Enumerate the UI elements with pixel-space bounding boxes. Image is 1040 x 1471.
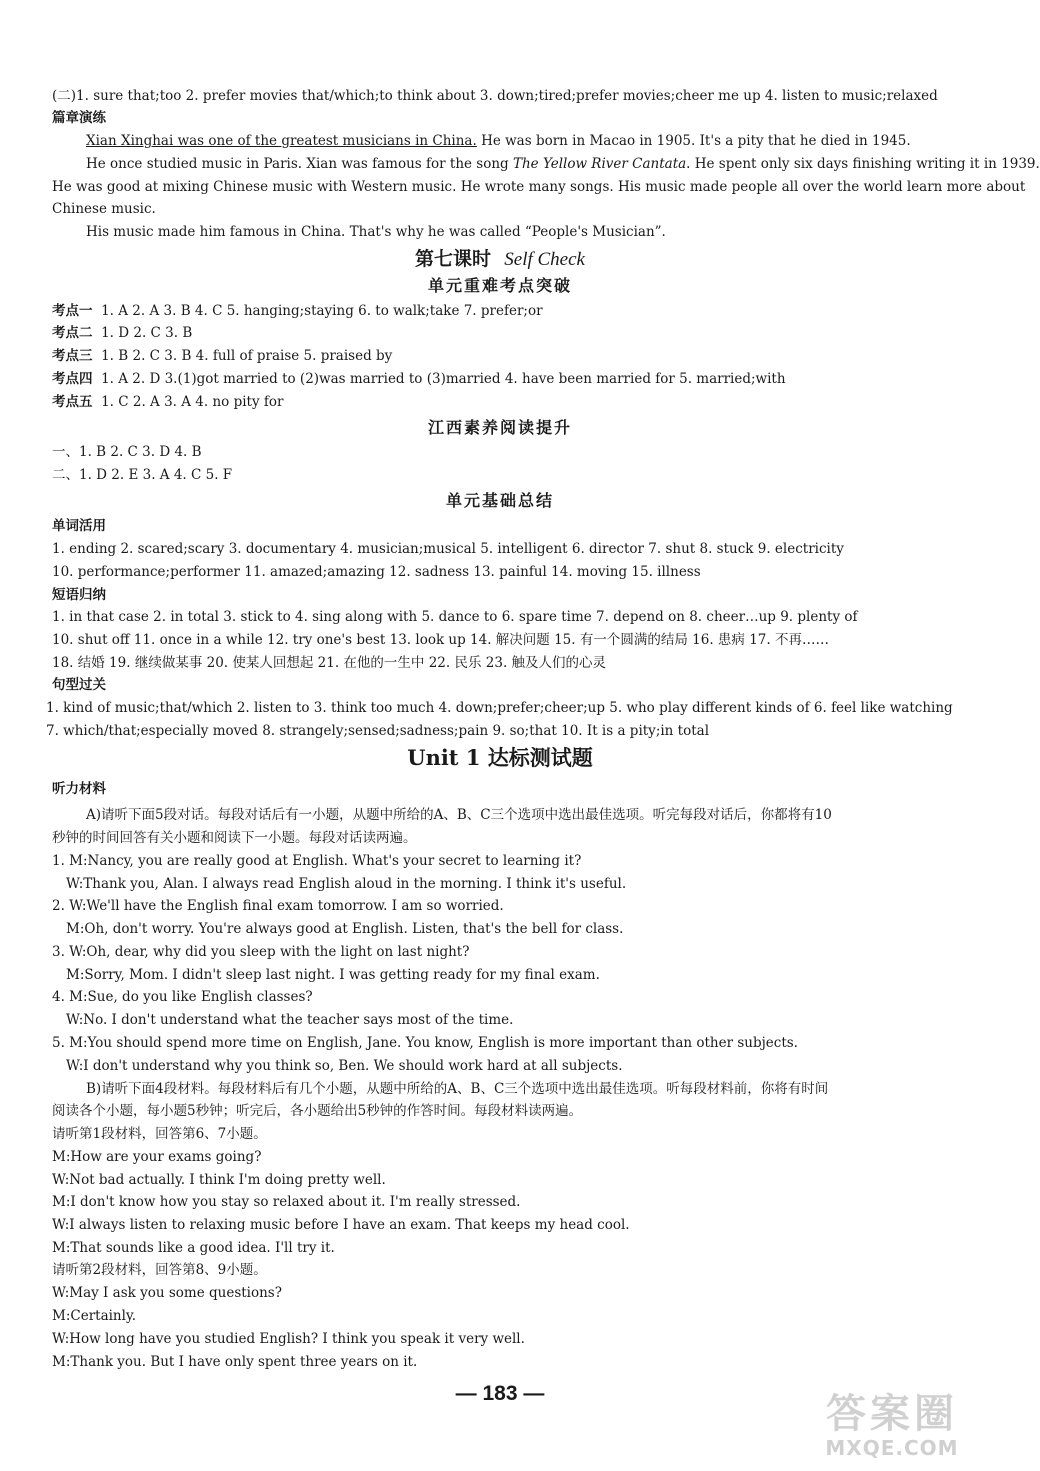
- dialog-5-m: 5. M:You should spend more time on English, Jane. You know, English is more important than other subjects.: [52, 1035, 798, 1051]
- word-usage-line-2: 10. performance;performer 11. amazed;amazing 12. sadness 13. painful 14. moving 15. illness: [52, 564, 701, 580]
- kaodian-4-label: 考点四: [52, 371, 93, 387]
- dialog-4-w: W:No. I don't understand what the teacher says most of the time.: [66, 1012, 514, 1028]
- material-1-line-1: M:How are your exams going?: [52, 1149, 262, 1165]
- kaodian-4: [52, 369, 786, 389]
- lesson-title-en: Self Check: [504, 249, 585, 270]
- dialog-1-m: 1. M:Nancy, you are really good at English. What's your secret to learning it?: [52, 853, 582, 869]
- kaodian-5: [52, 392, 283, 412]
- section-title-3: 单元基础总结: [445, 491, 554, 510]
- kaodian-3: [52, 346, 392, 366]
- kaodian-2: [52, 323, 192, 343]
- reading-answers-2: 二、1. D 2. E 3. A 4. C 5. F: [52, 467, 233, 483]
- sentences-line-1: 1. kind of music;that/which 2. listen to 3. think too much 4. down;prefer;cheer;up 5. who play different kinds of 6. feel like watching: [46, 700, 953, 716]
- kaodian-2-answers: 1. D 2. C 3. B: [101, 325, 193, 341]
- passage-line-2-b: . He spent only six days finishing writing it in 1939.: [686, 156, 1040, 172]
- passage-line-2: [86, 154, 1040, 174]
- heading-listening: 听力材料: [52, 781, 106, 797]
- watermark-logo: [802, 1391, 982, 1463]
- lesson-title: [0, 246, 1000, 273]
- phrases-line-3: 18. 结婚 19. 继续做某事 20. 使某人回想起 21. 在他的一生中 22. 民乐 23. 触及人们的心灵: [52, 655, 607, 671]
- dialog-5-w: W:I don't understand why you think so, Ben. We should work hard at all subjects.: [66, 1058, 623, 1074]
- word-usage-line-1: 1. ending 2. scared;scary 3. documentary 4. musician;musical 5. intelligent 6. director 7. shut 8. stuck 9. electricity: [52, 541, 844, 557]
- section-title-1: 单元重难考点突破: [427, 276, 572, 295]
- kaodian-1-answers: 1. A 2. A 3. B 4. C 5. hanging;staying 6. to walk;take 7. prefer;or: [101, 303, 543, 319]
- dialog-4-m: 4. M:Sue, do you like English classes?: [52, 989, 313, 1005]
- passage-line-4: Chinese music.: [52, 201, 156, 217]
- heading-sentences: 句型过关: [52, 677, 106, 693]
- material-1-heading: 请听第1段材料，回答第6、7小题。: [52, 1126, 267, 1142]
- material-1-line-5: M:That sounds like a good idea. I'll try it.: [52, 1240, 335, 1256]
- material-1-line-3: M:I don't know how you stay so relaxed about it. I'm really stressed.: [52, 1194, 521, 1210]
- heading-phrases: 短语归纳: [52, 587, 106, 603]
- listening-a-intro-1: A)请听下面5段对话。每段对话后有一小题，从题中所给的A、B、C三个选项中选出最佳选项。听完每段对话后，你都将有10: [86, 807, 832, 823]
- song-title: The Yellow River Cantata: [512, 156, 687, 172]
- dialog-2-m: M:Oh, don't worry. You're always good at English. Listen, that's the bell for class.: [66, 921, 624, 937]
- dialog-1-w: W:Thank you, Alan. I always read English aloud in the morning. I think it's useful.: [66, 876, 627, 892]
- material-1-line-2: W:Not bad actually. I think I'm doing pretty well.: [52, 1172, 386, 1188]
- listening-a-intro-2: 秒钟的时间回答有关小题和阅读下一小题。每段对话读两遍。: [52, 830, 417, 846]
- dialog-3-m: M:Sorry, Mom. I didn't sleep last night. I was getting ready for my final exam.: [66, 967, 600, 983]
- kaodian-3-label: 考点三: [52, 348, 93, 364]
- answer-line-2-1: (二)1. sure that;too 2. prefer movies that/which;to think about 3. down;tired;prefer movies;cheer me up 4. listen to music;relaxed: [52, 88, 938, 104]
- watermark-url: MXQE.COM: [825, 1436, 959, 1460]
- material-2-line-2: M:Certainly.: [52, 1308, 137, 1324]
- material-2-line-3: W:How long have you studied English? I think you speak it very well.: [52, 1331, 525, 1347]
- passage-line-3: He was good at mixing Chinese music with Western music. He wrote many songs. His music made people all over the world learn more about: [52, 179, 1026, 195]
- dialog-2-w: 2. W:We'll have the English final exam tomorrow. I am so worried.: [52, 898, 504, 914]
- page-number: — 183 —: [455, 1382, 545, 1405]
- kaodian-5-answers: 1. C 2. A 3. A 4. no pity for: [101, 394, 284, 410]
- passage-line-2-a: He once studied music in Paris. Xian was famous for the song: [86, 156, 513, 172]
- kaodian-5-label: 考点五: [52, 394, 93, 410]
- material-2-line-4: M:Thank you. But I have only spent three years on it.: [52, 1354, 418, 1370]
- kaodian-1: [52, 301, 543, 321]
- dialog-3-w: 3. W:Oh, dear, why did you sleep with the light on last night?: [52, 944, 470, 960]
- reading-answers-1: 一、1. B 2. C 3. D 4. B: [52, 444, 202, 460]
- material-2-heading: 请听第2段材料，回答第8、9小题。: [52, 1262, 267, 1278]
- unit-test-title: Unit 1 达标测试题: [407, 745, 593, 770]
- heading-word-usage: 单词活用: [52, 518, 106, 534]
- passage-line-1: [86, 131, 911, 151]
- sentences-line-2: 7. which/that;especially moved 8. strangely;sensed;sadness;pain 9. so;that 10. It is a pity;in total: [46, 723, 710, 739]
- passage-line-1-rest: He was born in Macao in 1905. It's a pity that he died in 1945.: [476, 133, 911, 149]
- material-2-line-1: W:May I ask you some questions?: [52, 1285, 282, 1301]
- underlined-sentence: Xian Xinghai was one of the greatest musicians in China.: [86, 133, 477, 149]
- kaodian-4-answers: 1. A 2. D 3.(1)got married to (2)was married to (3)married 4. have been married for 5. married;with: [101, 371, 786, 387]
- watermark-text: 答案圈: [826, 1391, 958, 1437]
- kaodian-2-label: 考点二: [52, 325, 93, 341]
- section-title-2: 江西素养阅读提升: [427, 418, 572, 437]
- phrases-line-2: 10. shut off 11. once in a while 12. try one's best 13. look up 14. 解决问题 15. 有一个圆满的结局 16. 患病 17. 不再……: [52, 632, 829, 648]
- phrases-line-1: 1. in that case 2. in total 3. stick to 4. sing along with 5. dance to 6. spare time 7. depend on 8. cheer…up 9. plenty of: [52, 609, 858, 625]
- passage-line-5: His music made him famous in China. That's why he was called “People's Musician”.: [86, 224, 666, 240]
- listening-b-intro-1: B)请听下面4段材料。每段材料后有几个小题，从题中所给的A、B、C三个选项中选出最佳选项。听每段材料前，你将有时间: [86, 1081, 829, 1097]
- material-1-line-4: W:I always listen to relaxing music before I have an exam. That keeps my head cool.: [52, 1217, 630, 1233]
- kaodian-3-answers: 1. B 2. C 3. B 4. full of praise 5. praised by: [101, 348, 393, 364]
- lesson-title-cn: 第七课时: [415, 248, 492, 270]
- kaodian-1-label: 考点一: [52, 303, 93, 319]
- heading-pianzhang: 篇章演练: [52, 110, 106, 126]
- listening-b-intro-2: 阅读各个小题，每小题5秒钟；听完后，各小题给出5秒钟的作答时间。每段材料读两遍。: [52, 1103, 583, 1119]
